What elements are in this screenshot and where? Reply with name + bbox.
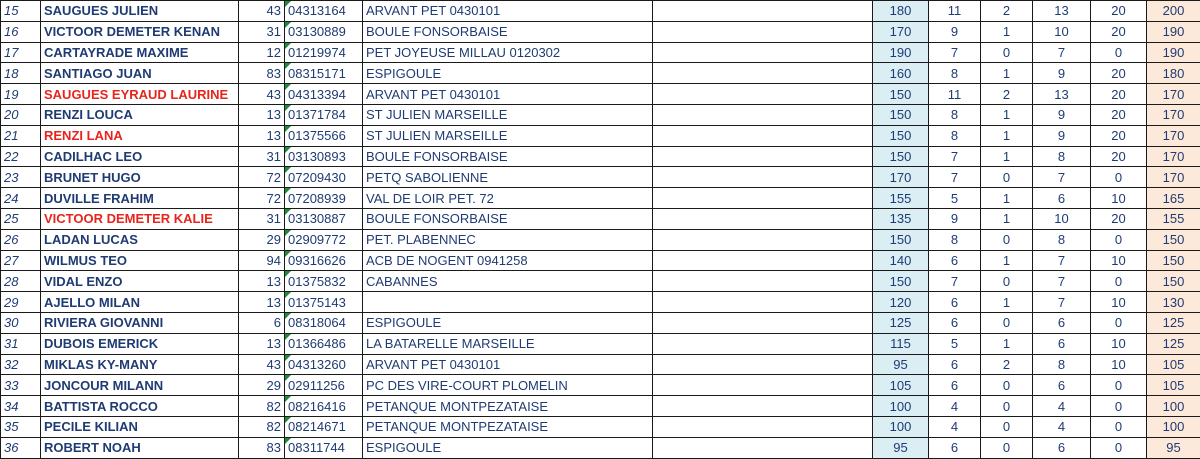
points-cell[interactable]: 150	[873, 104, 929, 125]
score-a-cell[interactable]: 6	[929, 437, 981, 458]
player-name-cell[interactable]: VICTOOR DEMETER KENAN	[41, 21, 239, 42]
department-cell[interactable]: 43	[239, 354, 285, 375]
score-c-cell[interactable]: 6	[1033, 437, 1091, 458]
player-name-cell[interactable]: RENZI LOUCA	[41, 104, 239, 125]
department-cell[interactable]: 82	[239, 416, 285, 437]
table-row	[1, 125, 1200, 146]
score-c-cell[interactable]: 4	[1033, 396, 1091, 417]
table-row	[1, 208, 1200, 229]
department-cell[interactable]: 72	[239, 188, 285, 209]
points-cell[interactable]: 170	[873, 167, 929, 188]
total-cell[interactable]: 130	[1147, 292, 1200, 313]
table-row	[1, 292, 1200, 313]
club-cell[interactable]: PETANQUE MONTPEZATAISE	[363, 396, 653, 417]
score-a-cell[interactable]: 6	[929, 292, 981, 313]
player-name-cell[interactable]: VICTOOR DEMETER KALIE	[41, 208, 239, 229]
player-name-cell[interactable]: AJELLO MILAN	[41, 292, 239, 313]
rank-cell[interactable]: 25	[1, 208, 41, 229]
department-cell[interactable]: 83	[239, 437, 285, 458]
table-row	[1, 229, 1200, 250]
table-row	[1, 167, 1200, 188]
score-a-cell[interactable]: 6	[929, 375, 981, 396]
player-name-cell[interactable]: SAUGUES JULIEN	[41, 1, 239, 22]
score-a-cell[interactable]: 9	[929, 21, 981, 42]
score-c-cell[interactable]: 7	[1033, 250, 1091, 271]
table-row	[1, 188, 1200, 209]
license-cell[interactable]: 07208939	[285, 188, 363, 209]
department-cell[interactable]: 31	[239, 21, 285, 42]
points-cell[interactable]: 150	[873, 84, 929, 105]
bonus-cell[interactable]: 0	[1091, 42, 1147, 63]
bonus-cell[interactable]: 10	[1091, 250, 1147, 271]
score-b-cell[interactable]: 0	[981, 396, 1033, 417]
empty-cell[interactable]	[653, 63, 873, 84]
points-cell[interactable]: 150	[873, 229, 929, 250]
empty-cell[interactable]	[653, 208, 873, 229]
score-b-cell[interactable]: 0	[981, 271, 1033, 292]
club-cell[interactable]: ESPIGOULE	[363, 312, 653, 333]
points-cell[interactable]: 100	[873, 416, 929, 437]
bonus-cell[interactable]: 20	[1091, 104, 1147, 125]
score-a-cell[interactable]: 6	[929, 312, 981, 333]
score-c-cell[interactable]: 6	[1033, 312, 1091, 333]
bonus-cell[interactable]: 10	[1091, 354, 1147, 375]
player-name-cell[interactable]: RENZI LANA	[41, 125, 239, 146]
club-cell[interactable]: BOULE FONSORBAISE	[363, 208, 653, 229]
total-cell[interactable]: 170	[1147, 146, 1200, 167]
empty-cell[interactable]	[653, 333, 873, 354]
points-cell[interactable]: 150	[873, 271, 929, 292]
score-c-cell[interactable]: 7	[1033, 42, 1091, 63]
empty-cell[interactable]	[653, 250, 873, 271]
score-b-cell[interactable]: 1	[981, 104, 1033, 125]
score-c-cell[interactable]: 9	[1033, 63, 1091, 84]
rank-cell[interactable]: 27	[1, 250, 41, 271]
rank-cell[interactable]: 15	[1, 1, 41, 22]
bonus-cell[interactable]: 0	[1091, 437, 1147, 458]
rank-cell[interactable]: 34	[1, 396, 41, 417]
department-cell[interactable]: 29	[239, 375, 285, 396]
score-c-cell[interactable]: 8	[1033, 354, 1091, 375]
total-cell[interactable]: 180	[1147, 63, 1200, 84]
empty-cell[interactable]	[653, 292, 873, 313]
total-cell[interactable]: 150	[1147, 271, 1200, 292]
points-cell[interactable]: 105	[873, 375, 929, 396]
table-row	[1, 250, 1200, 271]
player-name-cell[interactable]: CADILHAC LEO	[41, 146, 239, 167]
rank-cell[interactable]: 31	[1, 333, 41, 354]
player-name-cell[interactable]: RIVIERA GIOVANNI	[41, 312, 239, 333]
rank-cell[interactable]: 26	[1, 229, 41, 250]
score-a-cell[interactable]: 8	[929, 125, 981, 146]
empty-cell[interactable]	[653, 146, 873, 167]
table-row	[1, 312, 1200, 333]
rank-cell[interactable]: 29	[1, 292, 41, 313]
rank-cell[interactable]: 20	[1, 104, 41, 125]
total-cell[interactable]: 125	[1147, 312, 1200, 333]
table-row	[1, 354, 1200, 375]
department-cell[interactable]: 72	[239, 167, 285, 188]
score-b-cell[interactable]: 1	[981, 333, 1033, 354]
empty-cell[interactable]	[653, 125, 873, 146]
rank-cell[interactable]: 30	[1, 312, 41, 333]
table-row	[1, 104, 1200, 125]
bonus-cell[interactable]: 20	[1091, 21, 1147, 42]
total-cell[interactable]: 155	[1147, 208, 1200, 229]
total-cell[interactable]: 170	[1147, 125, 1200, 146]
department-cell[interactable]: 94	[239, 250, 285, 271]
total-cell[interactable]: 150	[1147, 229, 1200, 250]
score-a-cell[interactable]: 5	[929, 333, 981, 354]
empty-cell[interactable]	[653, 437, 873, 458]
player-name-cell[interactable]: MIKLAS KY-MANY	[41, 354, 239, 375]
license-cell[interactable]: 01375143	[285, 292, 363, 313]
empty-cell[interactable]	[653, 188, 873, 209]
bonus-cell[interactable]: 10	[1091, 333, 1147, 354]
total-cell[interactable]: 150	[1147, 250, 1200, 271]
score-a-cell[interactable]: 5	[929, 188, 981, 209]
department-cell[interactable]: 13	[239, 125, 285, 146]
empty-cell[interactable]	[653, 21, 873, 42]
score-b-cell[interactable]: 0	[981, 312, 1033, 333]
score-c-cell[interactable]: 6	[1033, 333, 1091, 354]
score-b-cell[interactable]: 1	[981, 250, 1033, 271]
player-name-cell[interactable]: CARTAYRADE MAXIME	[41, 42, 239, 63]
player-name-cell[interactable]: DUVILLE FRAHIM	[41, 188, 239, 209]
license-cell[interactable]: 09316626	[285, 250, 363, 271]
score-a-cell[interactable]: 8	[929, 229, 981, 250]
score-b-cell[interactable]: 1	[981, 188, 1033, 209]
score-b-cell[interactable]: 1	[981, 292, 1033, 313]
points-cell[interactable]: 170	[873, 21, 929, 42]
license-cell[interactable]: 01371784	[285, 104, 363, 125]
empty-cell[interactable]	[653, 416, 873, 437]
empty-cell[interactable]	[653, 396, 873, 417]
license-cell[interactable]: 01375832	[285, 271, 363, 292]
score-b-cell[interactable]: 0	[981, 375, 1033, 396]
bonus-cell[interactable]: 20	[1091, 208, 1147, 229]
license-cell[interactable]: 08214671	[285, 416, 363, 437]
license-cell[interactable]: 03130887	[285, 208, 363, 229]
points-cell[interactable]: 120	[873, 292, 929, 313]
score-c-cell[interactable]: 9	[1033, 104, 1091, 125]
player-name-cell[interactable]: JONCOUR MILANN	[41, 375, 239, 396]
total-cell[interactable]: 105	[1147, 375, 1200, 396]
score-a-cell[interactable]: 11	[929, 1, 981, 22]
points-cell[interactable]: 100	[873, 396, 929, 417]
club-cell[interactable]: ST JULIEN MARSEILLE	[363, 104, 653, 125]
rank-cell[interactable]: 24	[1, 188, 41, 209]
table-row	[1, 146, 1200, 167]
license-cell[interactable]: 02911256	[285, 375, 363, 396]
score-b-cell[interactable]: 2	[981, 84, 1033, 105]
player-name-cell[interactable]: LADAN LUCAS	[41, 229, 239, 250]
license-cell[interactable]: 01366486	[285, 333, 363, 354]
rank-cell[interactable]: 35	[1, 416, 41, 437]
empty-cell[interactable]	[653, 84, 873, 105]
points-cell[interactable]: 95	[873, 437, 929, 458]
player-name-cell[interactable]: BRUNET HUGO	[41, 167, 239, 188]
score-a-cell[interactable]: 7	[929, 146, 981, 167]
club-cell[interactable]: PC DES VIRE-COURT PLOMELIN	[363, 375, 653, 396]
license-cell[interactable]: 01219974	[285, 42, 363, 63]
department-cell[interactable]: 43	[239, 1, 285, 22]
score-b-cell[interactable]: 1	[981, 63, 1033, 84]
score-a-cell[interactable]: 8	[929, 104, 981, 125]
club-cell[interactable]: ESPIGOULE	[363, 437, 653, 458]
rank-cell[interactable]: 36	[1, 437, 41, 458]
player-name-cell[interactable]: BATTISTA ROCCO	[41, 396, 239, 417]
license-cell[interactable]: 08216416	[285, 396, 363, 417]
score-b-cell[interactable]: 1	[981, 21, 1033, 42]
bonus-cell[interactable]: 0	[1091, 375, 1147, 396]
license-cell[interactable]: 08318064	[285, 312, 363, 333]
rank-cell[interactable]: 22	[1, 146, 41, 167]
bonus-cell[interactable]: 0	[1091, 312, 1147, 333]
score-c-cell[interactable]: 10	[1033, 21, 1091, 42]
total-cell[interactable]: 200	[1147, 1, 1200, 22]
score-b-cell[interactable]: 1	[981, 146, 1033, 167]
score-c-cell[interactable]: 4	[1033, 416, 1091, 437]
score-c-cell[interactable]: 7	[1033, 271, 1091, 292]
club-cell[interactable]: ARVANT PET 0430101	[363, 84, 653, 105]
player-name-cell[interactable]: SAUGUES EYRAUD LAURINE	[41, 84, 239, 105]
player-name-cell[interactable]: SANTIAGO JUAN	[41, 63, 239, 84]
score-a-cell[interactable]: 7	[929, 42, 981, 63]
license-cell[interactable]: 04313394	[285, 84, 363, 105]
license-cell[interactable]: 03130889	[285, 21, 363, 42]
table-row	[1, 437, 1200, 458]
rank-cell[interactable]: 19	[1, 84, 41, 105]
points-cell[interactable]: 95	[873, 354, 929, 375]
department-cell[interactable]: 82	[239, 396, 285, 417]
bonus-cell[interactable]: 0	[1091, 229, 1147, 250]
table-row	[1, 416, 1200, 437]
points-cell[interactable]: 150	[873, 146, 929, 167]
score-b-cell[interactable]: 0	[981, 437, 1033, 458]
club-cell[interactable]: PETANQUE MONTPEZATAISE	[363, 416, 653, 437]
club-cell[interactable]: PET JOYEUSE MILLAU 0120302	[363, 42, 653, 63]
score-c-cell[interactable]: 7	[1033, 292, 1091, 313]
bonus-cell[interactable]: 20	[1091, 146, 1147, 167]
bonus-cell[interactable]: 0	[1091, 167, 1147, 188]
license-cell[interactable]: 04313164	[285, 1, 363, 22]
bonus-cell[interactable]: 20	[1091, 63, 1147, 84]
total-cell[interactable]: 190	[1147, 21, 1200, 42]
score-a-cell[interactable]: 4	[929, 416, 981, 437]
table-row	[1, 375, 1200, 396]
empty-cell[interactable]	[653, 1, 873, 22]
rank-cell[interactable]: 17	[1, 42, 41, 63]
score-c-cell[interactable]: 13	[1033, 84, 1091, 105]
rank-cell[interactable]: 33	[1, 375, 41, 396]
department-cell[interactable]: 83	[239, 63, 285, 84]
total-cell[interactable]: 95	[1147, 437, 1200, 458]
bonus-cell[interactable]: 20	[1091, 84, 1147, 105]
club-cell[interactable]: ST JULIEN MARSEILLE	[363, 125, 653, 146]
empty-cell[interactable]	[653, 312, 873, 333]
table-row	[1, 271, 1200, 292]
total-cell[interactable]: 170	[1147, 84, 1200, 105]
total-cell[interactable]: 100	[1147, 396, 1200, 417]
department-cell[interactable]: 6	[239, 312, 285, 333]
table-row	[1, 21, 1200, 42]
player-name-cell[interactable]: WILMUS TEO	[41, 250, 239, 271]
empty-cell[interactable]	[653, 104, 873, 125]
score-b-cell[interactable]: 0	[981, 42, 1033, 63]
table-row	[1, 333, 1200, 354]
empty-cell[interactable]	[653, 167, 873, 188]
table-body	[1, 1, 1200, 459]
score-b-cell[interactable]: 2	[981, 1, 1033, 22]
rank-cell[interactable]: 28	[1, 271, 41, 292]
score-b-cell[interactable]: 0	[981, 416, 1033, 437]
club-cell[interactable]	[363, 292, 653, 313]
license-cell[interactable]: 04313260	[285, 354, 363, 375]
department-cell[interactable]: 31	[239, 208, 285, 229]
license-cell[interactable]: 08315171	[285, 63, 363, 84]
points-cell[interactable]: 190	[873, 42, 929, 63]
club-cell[interactable]: PETQ SABOLIENNE	[363, 167, 653, 188]
rank-cell[interactable]: 32	[1, 354, 41, 375]
department-cell[interactable]: 13	[239, 104, 285, 125]
club-cell[interactable]: ESPIGOULE	[363, 63, 653, 84]
score-c-cell[interactable]: 10	[1033, 208, 1091, 229]
total-cell[interactable]: 125	[1147, 333, 1200, 354]
license-cell[interactable]: 01375566	[285, 125, 363, 146]
score-c-cell[interactable]: 13	[1033, 1, 1091, 22]
points-cell[interactable]: 155	[873, 188, 929, 209]
bonus-cell[interactable]: 0	[1091, 416, 1147, 437]
table-row	[1, 396, 1200, 417]
department-cell[interactable]: 29	[239, 229, 285, 250]
score-b-cell[interactable]: 0	[981, 167, 1033, 188]
club-cell[interactable]: CABANNES	[363, 271, 653, 292]
club-cell[interactable]: PET. PLABENNEC	[363, 229, 653, 250]
score-a-cell[interactable]: 4	[929, 396, 981, 417]
score-c-cell[interactable]: 6	[1033, 375, 1091, 396]
score-b-cell[interactable]: 1	[981, 125, 1033, 146]
department-cell[interactable]: 13	[239, 292, 285, 313]
total-cell[interactable]: 170	[1147, 104, 1200, 125]
points-cell[interactable]: 160	[873, 63, 929, 84]
empty-cell[interactable]	[653, 354, 873, 375]
score-b-cell[interactable]: 0	[981, 229, 1033, 250]
score-c-cell[interactable]: 8	[1033, 229, 1091, 250]
score-a-cell[interactable]: 9	[929, 208, 981, 229]
player-name-cell[interactable]: DUBOIS EMERICK	[41, 333, 239, 354]
department-cell[interactable]: 43	[239, 84, 285, 105]
rank-cell[interactable]: 23	[1, 167, 41, 188]
club-cell[interactable]: ARVANT PET 0430101	[363, 354, 653, 375]
empty-cell[interactable]	[653, 42, 873, 63]
score-c-cell[interactable]: 9	[1033, 125, 1091, 146]
bonus-cell[interactable]: 20	[1091, 1, 1147, 22]
total-cell[interactable]: 105	[1147, 354, 1200, 375]
points-cell[interactable]: 125	[873, 312, 929, 333]
department-cell[interactable]: 31	[239, 146, 285, 167]
table-row	[1, 84, 1200, 105]
club-cell[interactable]: ARVANT PET 0430101	[363, 1, 653, 22]
total-cell[interactable]: 165	[1147, 188, 1200, 209]
score-a-cell[interactable]: 7	[929, 271, 981, 292]
bonus-cell[interactable]: 10	[1091, 188, 1147, 209]
license-cell[interactable]: 03130893	[285, 146, 363, 167]
table-row	[1, 42, 1200, 63]
total-cell[interactable]: 170	[1147, 167, 1200, 188]
score-a-cell[interactable]: 6	[929, 250, 981, 271]
points-cell[interactable]: 180	[873, 1, 929, 22]
points-cell[interactable]: 135	[873, 208, 929, 229]
score-c-cell[interactable]: 8	[1033, 146, 1091, 167]
score-b-cell[interactable]: 1	[981, 208, 1033, 229]
points-cell[interactable]: 140	[873, 250, 929, 271]
empty-cell[interactable]	[653, 375, 873, 396]
license-cell[interactable]: 08311744	[285, 437, 363, 458]
bonus-cell[interactable]: 0	[1091, 396, 1147, 417]
department-cell[interactable]: 12	[239, 42, 285, 63]
department-cell[interactable]: 13	[239, 271, 285, 292]
rank-cell[interactable]: 21	[1, 125, 41, 146]
score-b-cell[interactable]: 2	[981, 354, 1033, 375]
license-cell[interactable]: 07209430	[285, 167, 363, 188]
bonus-cell[interactable]: 20	[1091, 125, 1147, 146]
rank-cell[interactable]: 16	[1, 21, 41, 42]
empty-cell[interactable]	[653, 271, 873, 292]
points-cell[interactable]: 115	[873, 333, 929, 354]
score-a-cell[interactable]: 8	[929, 63, 981, 84]
club-cell[interactable]: LA BATARELLE MARSEILLE	[363, 333, 653, 354]
points-cell[interactable]: 150	[873, 125, 929, 146]
club-cell[interactable]: VAL DE LOIR PET. 72	[363, 188, 653, 209]
score-a-cell[interactable]: 11	[929, 84, 981, 105]
license-cell[interactable]: 02909772	[285, 229, 363, 250]
total-cell[interactable]: 100	[1147, 416, 1200, 437]
player-name-cell[interactable]: PECILE KILIAN	[41, 416, 239, 437]
rank-cell[interactable]: 18	[1, 63, 41, 84]
club-cell[interactable]: BOULE FONSORBAISE	[363, 146, 653, 167]
club-cell[interactable]: ACB DE NOGENT 0941258	[363, 250, 653, 271]
score-c-cell[interactable]: 7	[1033, 167, 1091, 188]
empty-cell[interactable]	[653, 229, 873, 250]
total-cell[interactable]: 190	[1147, 42, 1200, 63]
player-name-cell[interactable]: VIDAL ENZO	[41, 271, 239, 292]
score-a-cell[interactable]: 7	[929, 167, 981, 188]
score-a-cell[interactable]: 6	[929, 354, 981, 375]
player-name-cell[interactable]: ROBERT NOAH	[41, 437, 239, 458]
department-cell[interactable]: 13	[239, 333, 285, 354]
club-cell[interactable]: BOULE FONSORBAISE	[363, 21, 653, 42]
bonus-cell[interactable]: 0	[1091, 271, 1147, 292]
table-row	[1, 1, 1200, 22]
bonus-cell[interactable]: 10	[1091, 292, 1147, 313]
score-c-cell[interactable]: 6	[1033, 188, 1091, 209]
table-row	[1, 63, 1200, 84]
